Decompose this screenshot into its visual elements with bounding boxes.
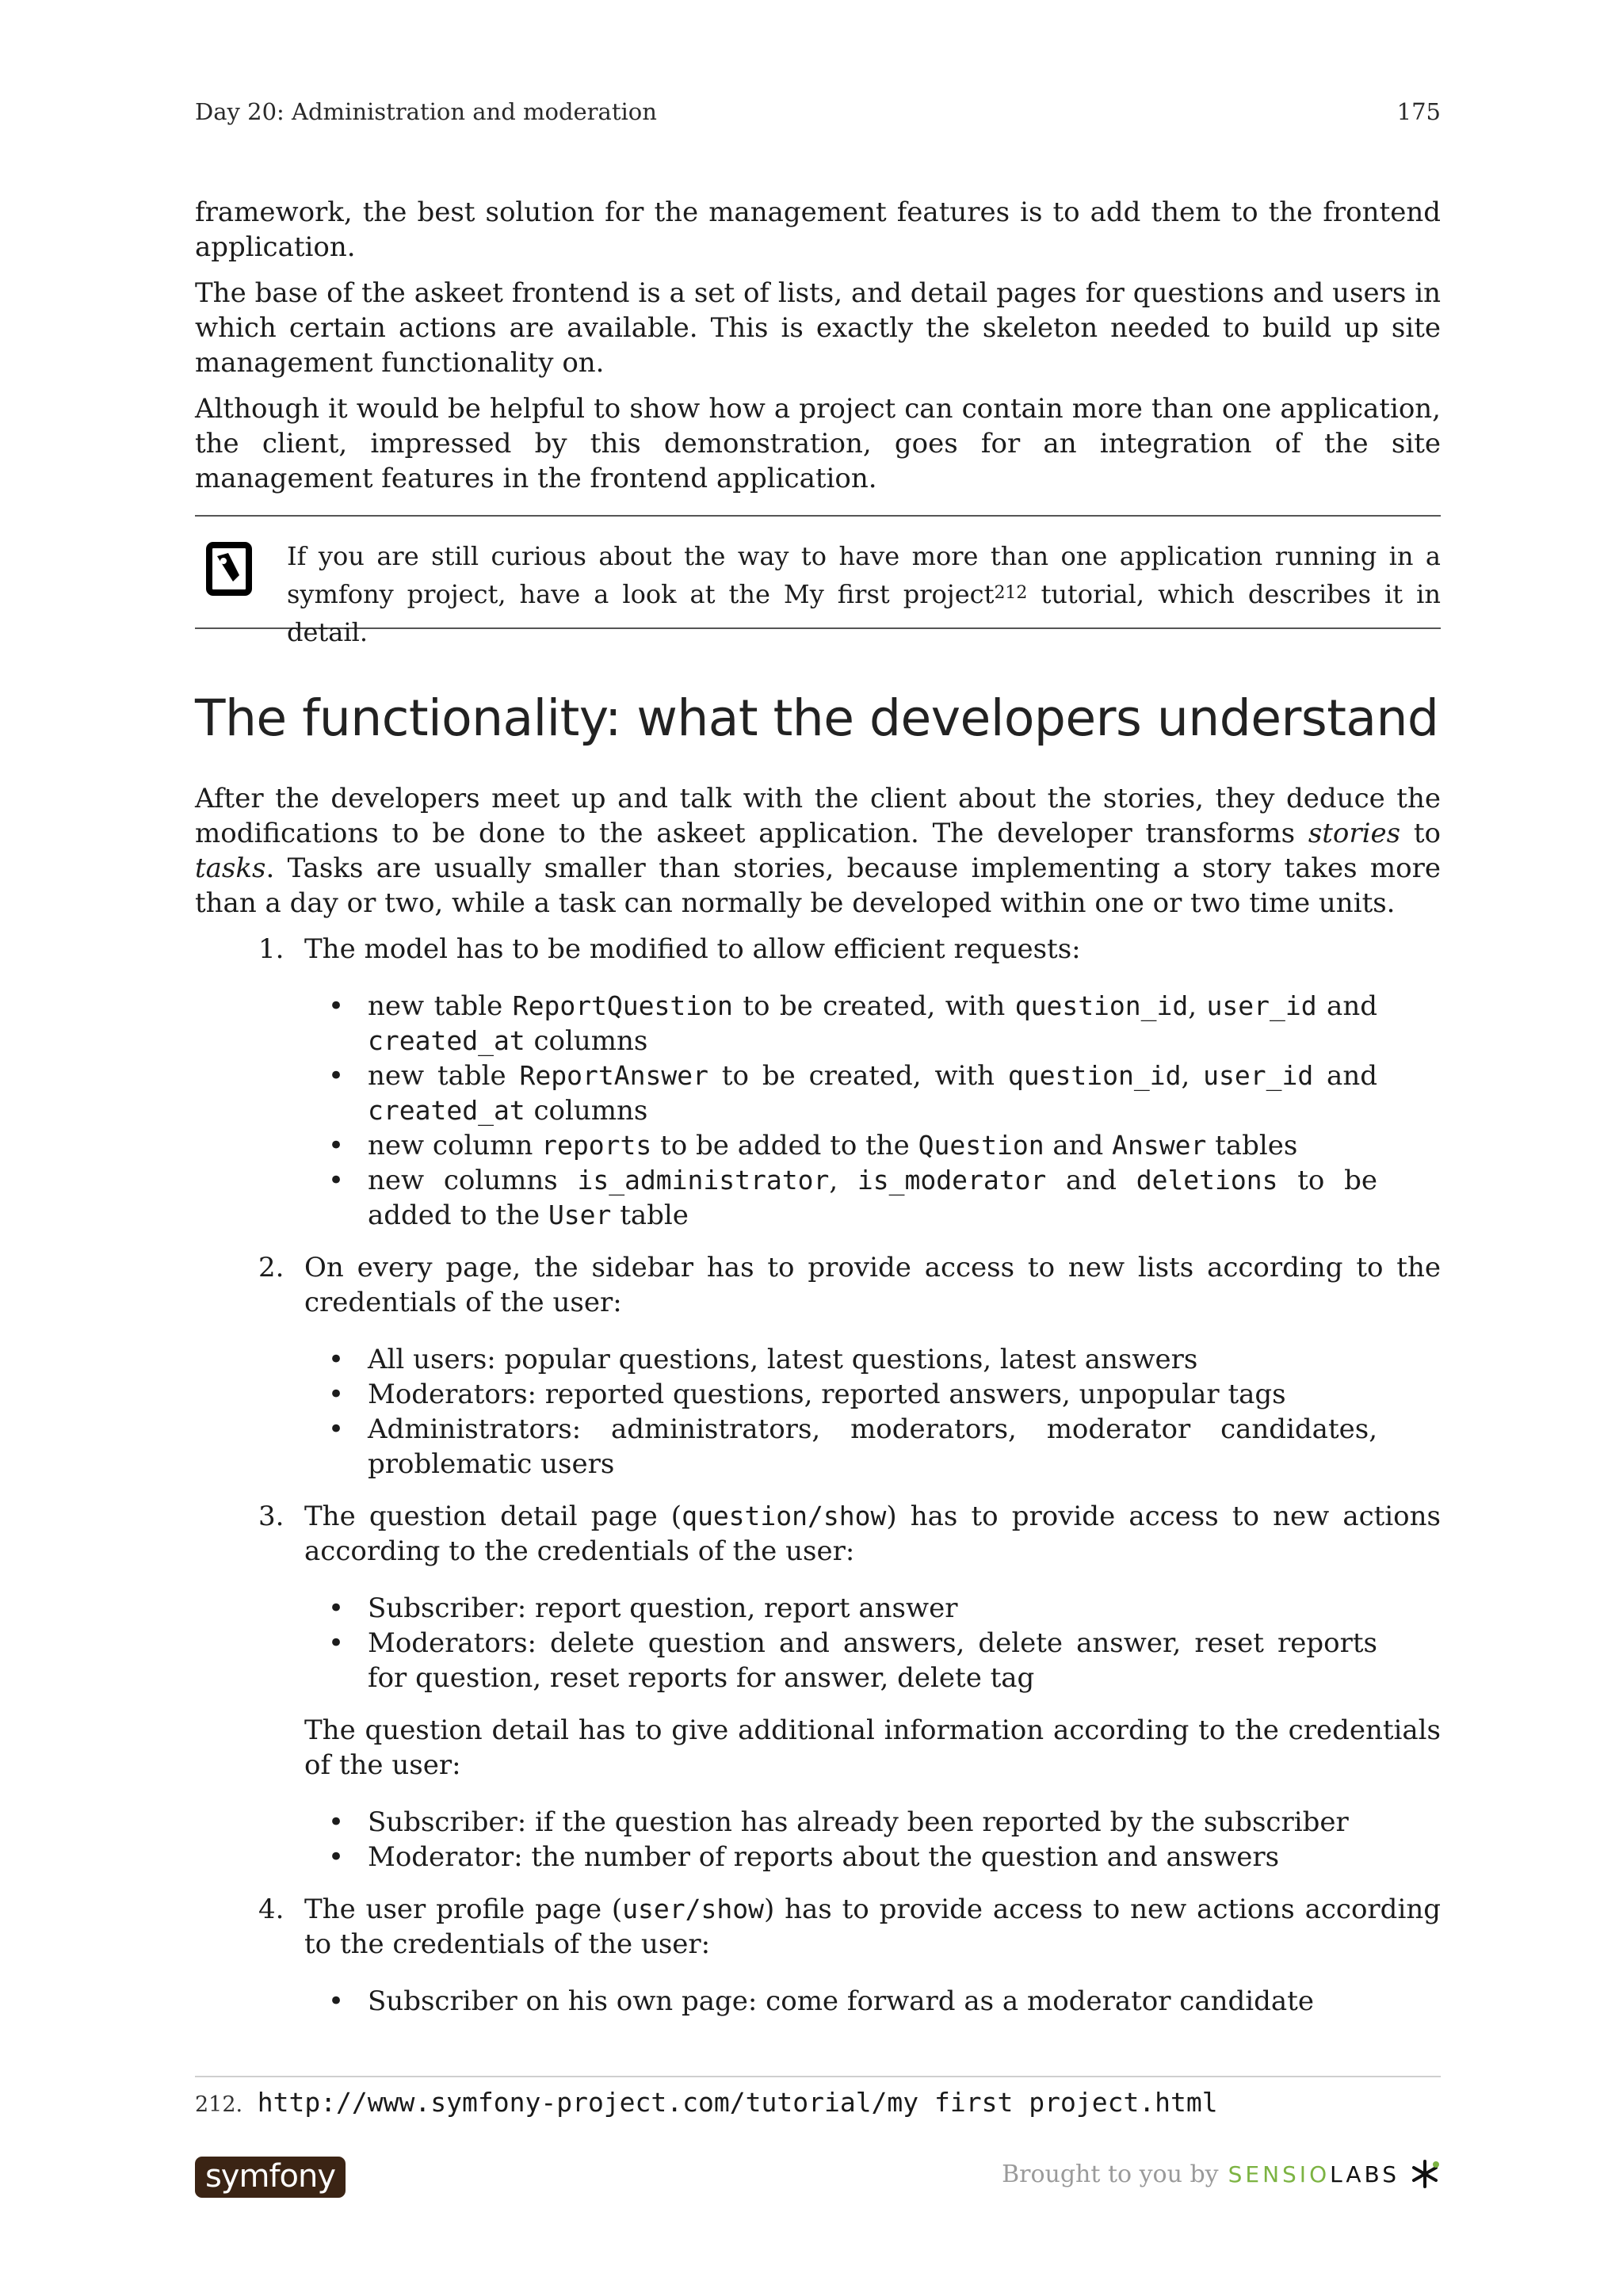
task-item <box>195 1892 1441 2019</box>
note-icon <box>204 540 255 597</box>
bullet-list <box>304 1342 1441 1482</box>
section-heading: The functionality: what the developers understand <box>195 689 1439 747</box>
bullet: • <box>328 1841 345 1873</box>
bullet: • <box>328 1060 345 1092</box>
list-item: • Moderators: delete question and answers, delete answer, reset reports for question, reset reports for answer, delete tag <box>328 1627 1377 1694</box>
task-item <box>195 1250 1441 1482</box>
list-item: • new column reports to be added to the Question and Answer tables <box>328 1130 1298 1161</box>
footnote-ref[interactable]: 212 <box>994 583 1028 603</box>
bullet: • <box>328 1379 345 1410</box>
footnote-divider <box>195 2076 1441 2077</box>
bullet: • <box>328 1130 345 1161</box>
section-body <box>195 781 1441 2036</box>
list-item: • Administrators: administrators, moderators, moderator candidates, problematic users <box>328 1413 1377 1480</box>
text: to <box>1400 818 1441 849</box>
bullet: • <box>328 1165 345 1196</box>
chapter-title: Day 20: Administration and moderation <box>195 98 657 125</box>
intro-paragraphs <box>195 195 1441 507</box>
note-text <box>287 537 1441 651</box>
task-number: 3. <box>258 1501 285 1532</box>
emphasis: stories <box>1308 818 1401 849</box>
list-item: • Subscriber: report question, report answer <box>328 1592 958 1624</box>
page-number: 175 <box>1396 98 1441 125</box>
list-item: • Moderators: reported questions, reported answers, unpopular tags <box>328 1379 1286 1410</box>
symfony-logo: symfony <box>195 2157 346 2198</box>
footnote <box>195 2087 1218 2118</box>
list-item: • new table ReportAnswer to be created, with question_id, user_id and created_at columns <box>328 1060 1377 1127</box>
bullet-list <box>304 1591 1441 1695</box>
bullet: • <box>328 1413 345 1445</box>
sensiolabs-logo: SENSIOLABS <box>1228 2161 1400 2187</box>
bullet: • <box>328 1592 345 1624</box>
bullet-list <box>304 1805 1441 1875</box>
paragraph: The base of the askeet frontend is a set of lists, and detail pages for questions and users in which certain actions are available. This is exactly the skeleton needed to build up site management functionality on. <box>195 277 1441 379</box>
text: . Tasks are usually smaller than stories, because implementing a story takes more than a day or two, while a task can normally be developed within one or two time units. <box>195 852 1441 919</box>
task-number: 1. <box>258 933 285 965</box>
note-text-part: tutorial, which describes it in detail. <box>287 579 1442 647</box>
bullet-list <box>304 989 1441 1233</box>
footnote-link[interactable]: http://www.symfony-project.com/tutorial/my first project.html <box>257 2087 1218 2118</box>
list-item: • Moderator: the number of reports about the question and answers <box>328 1841 1280 1873</box>
list-item: • new table ReportQuestion to be created, with question_id, user_id and created_at columns <box>328 990 1377 1057</box>
task-text: The question detail page (question/show) has to provide access to new actions according to the credentials of the user: <box>304 1501 1441 1567</box>
paragraph <box>195 781 1441 921</box>
task-list <box>195 932 1441 2019</box>
task-item <box>195 1499 1441 1875</box>
code-inline: question/show <box>682 1501 887 1531</box>
sensiolabs-star-icon <box>1409 2158 1441 2190</box>
task-number: 4. <box>258 1894 285 1925</box>
task-item <box>195 932 1441 1233</box>
list-item: • Subscriber: if the question has already been reported by the subscriber <box>328 1806 1349 1838</box>
list-item: • new columns is_administrator, is_moderator and deletions to be added to the User table <box>328 1165 1377 1231</box>
list-item: • All users: popular questions, latest questions, latest answers <box>328 1344 1198 1375</box>
task-text: The model has to be modified to allow efficient requests: <box>304 933 1081 965</box>
code-inline: user/show <box>622 1894 764 1924</box>
footer-credit <box>1002 2158 1441 2190</box>
emphasis: tasks <box>195 852 266 884</box>
task-text: On every page, the sidebar has to provide access to new lists according to the credentials of the user: <box>304 1252 1441 1318</box>
running-header <box>195 98 1441 125</box>
note-box <box>195 515 1442 647</box>
task-text: The user profile page (user/show) has to provide access to new actions according to the credentials of the user: <box>304 1894 1441 1960</box>
task-followup: The question detail has to give additional information according to the credentials of the user: <box>304 1714 1441 1781</box>
bullet-list <box>304 1984 1441 2019</box>
bullet: • <box>328 1627 345 1659</box>
bullet: • <box>328 1806 345 1838</box>
note-text-part: If you are still curious about the way to have more than one application running in a symfony project, have a look at the My first project <box>287 541 1441 609</box>
task-number: 2. <box>258 1252 285 1283</box>
list-item: • Subscriber on his own page: come forward as a moderator candidate <box>328 1985 1314 2017</box>
paragraph: Although it would be helpful to show how a project can contain more than one application, the client, impressed by this demonstration, goes for an integration of the site management features in the frontend application. <box>195 393 1441 494</box>
bullet: • <box>328 1344 345 1375</box>
footnote-number: 212. <box>195 2092 243 2117</box>
text: After the developers meet up and talk with the client about the stories, they deduce the modifications to be done to the askeet application. The developer transforms <box>195 783 1441 849</box>
bullet: • <box>328 990 345 1022</box>
paragraph: framework, the best solution for the management features is to add them to the frontend application. <box>195 196 1441 263</box>
bullet: • <box>328 1985 345 2017</box>
credit-text: Brought to you by <box>1002 2160 1219 2188</box>
